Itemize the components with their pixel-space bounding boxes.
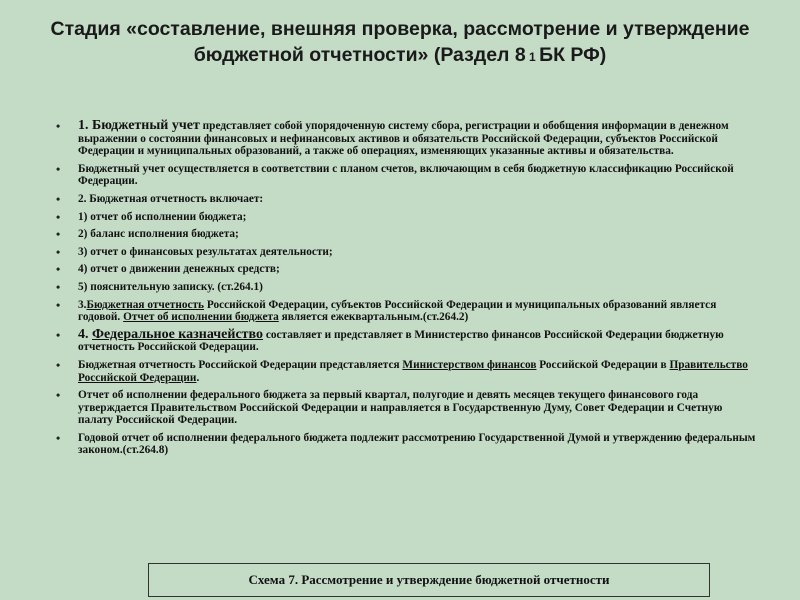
link-federal-treasury[interactable]: Федеральное казначейство bbox=[92, 326, 264, 342]
list-item-13: • Годовой отчет об исполнении федерального бюджета подлежит рассмотрению Государственной Думой и утверждению федеральным законом.(ст.264.8) bbox=[56, 432, 756, 457]
item-1-number: 1. bbox=[78, 118, 92, 133]
item-9-end: является ежеквартальным.(ст.264.2) bbox=[278, 311, 469, 324]
title-end: БК РФ) bbox=[539, 44, 607, 66]
list-item-10 bbox=[56, 326, 756, 354]
list-item-6: • 3) отчет о финансовых результатах деятельности; bbox=[56, 246, 756, 259]
list-item-9 bbox=[56, 299, 756, 324]
link-budget-reporting[interactable]: Бюджетная отчетность bbox=[86, 298, 205, 311]
item-10-number: 4. bbox=[78, 326, 92, 342]
link-budget-execution-report[interactable]: Отчет об исполнении бюджета bbox=[123, 311, 279, 324]
item-11-end: . bbox=[196, 371, 200, 384]
title-main: Стадия «составление, внешняя проверка, рассмотрение и утверждение бюджетной отчетности» (Раздел 8 bbox=[50, 18, 750, 66]
item-11-text: Бюджетная отчетность Российской Федерации представляется bbox=[78, 358, 403, 371]
list-item-3: • 2. Бюджетная отчетность включает: bbox=[56, 193, 756, 206]
slide-title bbox=[40, 16, 760, 70]
scheme-caption-box: Схема 7. Рассмотрение и утверждение бюджетной отчетности bbox=[148, 563, 710, 597]
list-item-1 bbox=[56, 120, 756, 158]
list-item-4: • 1) отчет об исполнении бюджета; bbox=[56, 211, 756, 224]
list-item-5: • 2) баланс исполнения бюджета; bbox=[56, 228, 756, 241]
item-1-text: представляет собой упорядоченную систему сбора, регистрации и обобщения информации в денежном выражении о состоянии финансовых и нефинансовых активов и обязательств Российской Федерации, субъектов Российской Федерации и муниципальных образований, а также об операциях, изменяющих указанные активы и обязательства. bbox=[78, 120, 729, 158]
title-number: 1 bbox=[525, 50, 540, 64]
link-government[interactable]: Правительство Российской Федерации bbox=[78, 358, 748, 384]
link-ministry-of-finance[interactable]: Министерством финансов bbox=[402, 358, 537, 371]
list-item-2: • Бюджетный учет осуществляется в соответствии с планом счетов, включающим в себя бюджетную классификацию Российской Федерации. bbox=[56, 163, 756, 188]
item-11-mid: Российской Федерации в bbox=[536, 358, 670, 371]
content-list bbox=[56, 120, 756, 462]
item-9-number: 3. bbox=[78, 298, 87, 311]
list-item-7: • 4) отчет о движении денежных средств; bbox=[56, 263, 756, 276]
list-item-11 bbox=[56, 359, 756, 384]
item-1-term: Бюджетный учет bbox=[92, 118, 200, 133]
list-item-12: • Отчет об исполнении федерального бюджета за первый квартал, полугодие и девять месяцев текущего финансового года утверждается Правительством Российской Федерации и направляется в Государственную Думу, Совет Федерации и Счетную палату Российской Федерации. bbox=[56, 389, 756, 427]
item-10-text: составляет и представляет в Министерство финансов Российской Федерации бюджетную отчетность Российской Федерации. bbox=[78, 328, 724, 354]
list-item-8: • 5) пояснительную записку. (ст.264.1) bbox=[56, 281, 756, 294]
item-9-text: Российской Федерации, субъектов Российской Федерации и муниципальных образований является годовой. bbox=[78, 298, 717, 324]
